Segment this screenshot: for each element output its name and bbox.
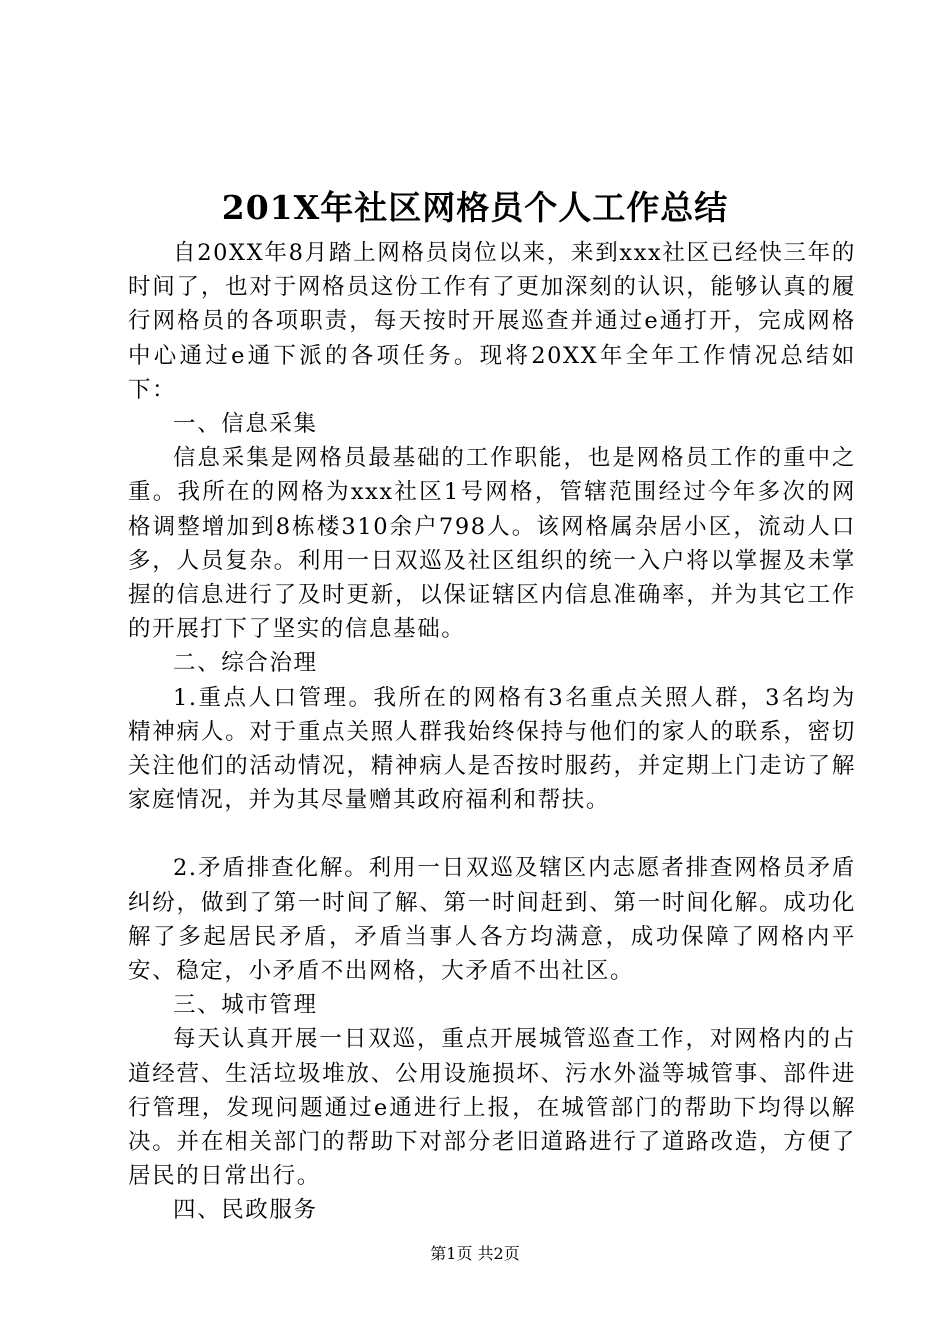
section-heading-info-collection: 一、信息采集 bbox=[173, 411, 318, 438]
intro-paragraph: 自20XX年8月踏上网格员岗位以来，来到xxx社区已经快三年的时间了，也对于网格员这份工作有了更加深刻的认识，能够认真的履行网格员的各项职责，每天按时开展巡查并通过e通打开，完成网格中心通过e通下派的各项任务。现将20XX年全年工作情况总结如下： bbox=[128, 240, 856, 403]
page-footer: 第1页 共2页 bbox=[430, 1244, 520, 1263]
conflict-resolution-paragraph: 2.矛盾排查化解。利用一日双巡及辖区内志愿者排查网格员矛盾纠纷，做到了第一时间了解、第一时间赶到、第一时间化解。成功化解了多起居民矛盾，矛盾当事人各方均满意，成功保障了网格内平安、稳定，小矛盾不出网格，大矛盾不出社区。 bbox=[128, 855, 856, 985]
section-heading-city-management: 三、城市管理 bbox=[173, 992, 318, 1019]
city-management-paragraph: 每天认真开展一日双巡，重点开展城管巡查工作，对网格内的占道经营、生活垃圾堆放、公用设施损坏、污水外溢等城管事、部件进行管理，发现问题通过e通进行上报，在城管部门的帮助下均得以解决。并在相关部门的帮助下对部分老旧道路进行了道路改造，方便了居民的日常出行。 bbox=[128, 1026, 856, 1190]
key-population-paragraph: 1.重点人口管理。我所在的网格有3名重点关照人群，3名均为精神病人。对于重点关照人群我始终保持与他们的家人的联系，密切关注他们的活动情况，精神病人是否按时服药，并定期上门走访了解家庭情况，并为其尽量赠其政府福利和帮扶。 bbox=[128, 684, 856, 814]
section-heading-comprehensive-governance: 二、综合治理 bbox=[173, 650, 318, 677]
section-heading-civil-affairs: 四、民政服务 bbox=[173, 1197, 318, 1224]
document-title: 201X年社区网格员个人工作总结 bbox=[221, 188, 729, 227]
document-body bbox=[128, 236, 856, 1228]
info-collection-paragraph: 信息采集是网格员最基础的工作职能，也是网格员工作的重中之重。我所在的网格为xxx社区1号网格，管辖范围经过今年多次的网格调整增加到8栋楼310余户798人。该网格属杂居小区，流动人口多，人员复杂。利用一日双巡及社区组织的统一入户将以掌握及未掌握的信息进行了及时更新，以保证辖区内信息准确率，并为其它工作的开展打下了坚实的信息基础。 bbox=[128, 445, 856, 643]
